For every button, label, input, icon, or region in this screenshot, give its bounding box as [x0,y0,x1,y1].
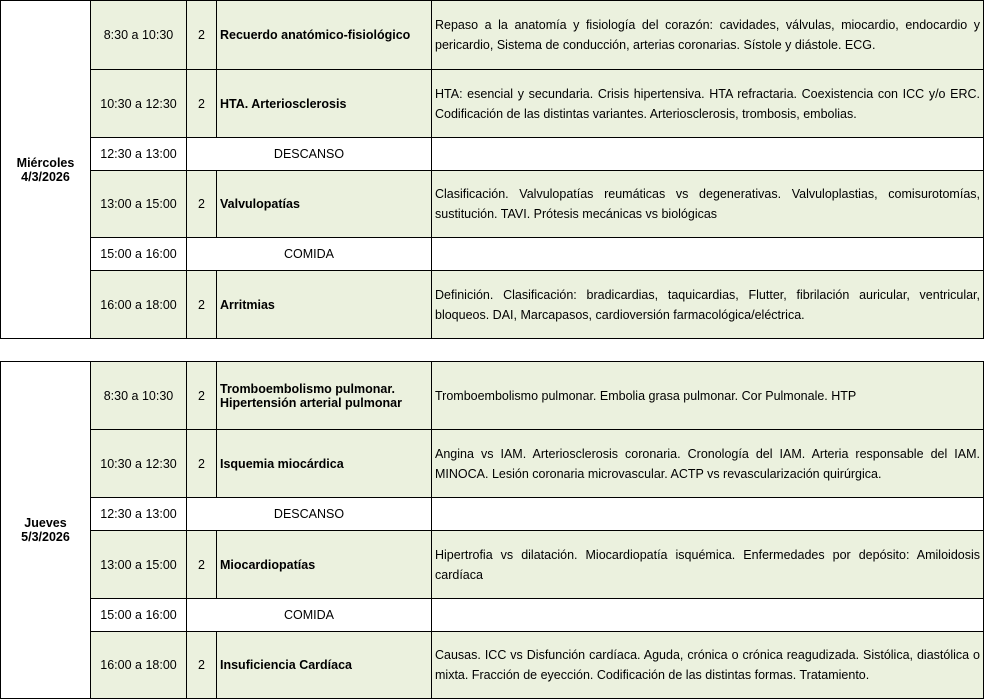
table-row [1,1,984,70]
time-cell: 16:00 a 18:00 [91,271,187,339]
table-row [1,531,984,599]
schedule-day-1 [0,0,984,339]
time-cell: 12:30 a 13:00 [91,138,187,171]
table-row [1,70,984,138]
hours-cell: 2 [187,632,217,699]
topic-cell: Valvulopatías [217,171,432,238]
time-cell: 13:00 a 15:00 [91,531,187,599]
table-row [1,430,984,498]
time-cell: 8:30 a 10:30 [91,1,187,70]
break-label: COMIDA [187,238,432,271]
description-cell: Repaso a la anatomía y fisiología del corazón: cavidades, válvulas, miocardio, endocardio y pericardio, Sistema de conducción, arterias coronarias. Sístole y diástole. ECG. [432,1,984,70]
time-cell: 15:00 a 16:00 [91,238,187,271]
hours-cell: 2 [187,271,217,339]
description-cell: Causas. ICC vs Disfunción cardíaca. Aguda, crónica o crónica reagudizada. Sistólica, diastólica o mixta. Fracción de eyección. Codificación de las distintas formas. Tratamiento. [432,632,984,699]
topic-cell: HTA. Arteriosclerosis [217,70,432,138]
day-label: Miércoles [16,155,75,170]
empty-cell [432,498,984,531]
time-cell: 13:00 a 15:00 [91,171,187,238]
topic-cell: Isquemia miocárdica [217,430,432,498]
day-label: Jueves [24,516,67,530]
topic-cell: Arritmias [217,271,432,339]
topic-cell: Miocardiopatías [217,531,432,599]
empty-cell [432,138,984,171]
hours-cell: 2 [187,430,217,498]
hours-cell: 2 [187,70,217,138]
break-label: DESCANSO [187,138,432,171]
day-separator [0,339,984,361]
break-row [1,238,984,271]
time-cell: 10:30 a 12:30 [91,430,187,498]
hours-cell: 2 [187,171,217,238]
hours-cell: 2 [187,1,217,70]
table-row [1,632,984,699]
break-label: DESCANSO [187,498,432,531]
time-cell: 16:00 a 18:00 [91,632,187,699]
break-row [1,498,984,531]
description-cell: Clasificación. Valvulopatías reumáticas vs degenerativas. Valvuloplastias, comisurotomías, sustitución. TAVI. Prótesis mecánicas vs biológicas [432,171,984,238]
topic-cell: Insuficiencia Cardíaca [217,632,432,699]
empty-cell [432,238,984,271]
table-row [1,271,984,339]
table-row [1,362,984,430]
description-cell: HTA: esencial y secundaria. Crisis hipertensiva. HTA refractaria. Coexistencia con ICC y/o ERC. Codificación de las distintas variantes. Arteriosclerosis, trombosis, embolias. [432,70,984,138]
break-row [1,599,984,632]
break-row [1,138,984,171]
time-cell: 8:30 a 10:30 [91,362,187,430]
day-cell [1,1,91,339]
description-cell: Tromboembolismo pulmonar. Embolia grasa pulmonar. Cor Pulmonale. HTP [432,362,984,430]
time-cell: 15:00 a 16:00 [91,599,187,632]
day-date: 5/3/2026 [21,530,70,544]
time-cell: 10:30 a 12:30 [91,70,187,138]
table-row [1,171,984,238]
time-cell: 12:30 a 13:00 [91,498,187,531]
description-cell: Definición. Clasificación: bradicardias, taquicardias, Flutter, fibrilación auricular, ventricular, bloqueos. DAI, Marcapasos, cardioversión farmacológica/eléctrica. [432,271,984,339]
description-cell: Hipertrofia vs dilatación. Miocardiopatía isquémica. Enfermedades por depósito: Amiloidosis cardíaca [432,531,984,599]
hours-cell: 2 [187,531,217,599]
break-label: COMIDA [187,599,432,632]
description-cell: Angina vs IAM. Arteriosclerosis coronaria. Cronología del IAM. Arteria responsable del IAM. MINOCA. Lesión coronaria microvascular. ACTP vs revascularización quirúrgica. [432,430,984,498]
topic-cell: Recuerdo anatómico-fisiológico [217,1,432,70]
schedule-day-2 [0,361,984,699]
day-cell [1,362,91,699]
empty-cell [432,599,984,632]
topic-cell: Tromboembolismo pulmonar. Hipertensión arterial pulmonar [217,362,432,430]
hours-cell: 2 [187,362,217,430]
day-date: 4/3/2026 [21,169,70,184]
